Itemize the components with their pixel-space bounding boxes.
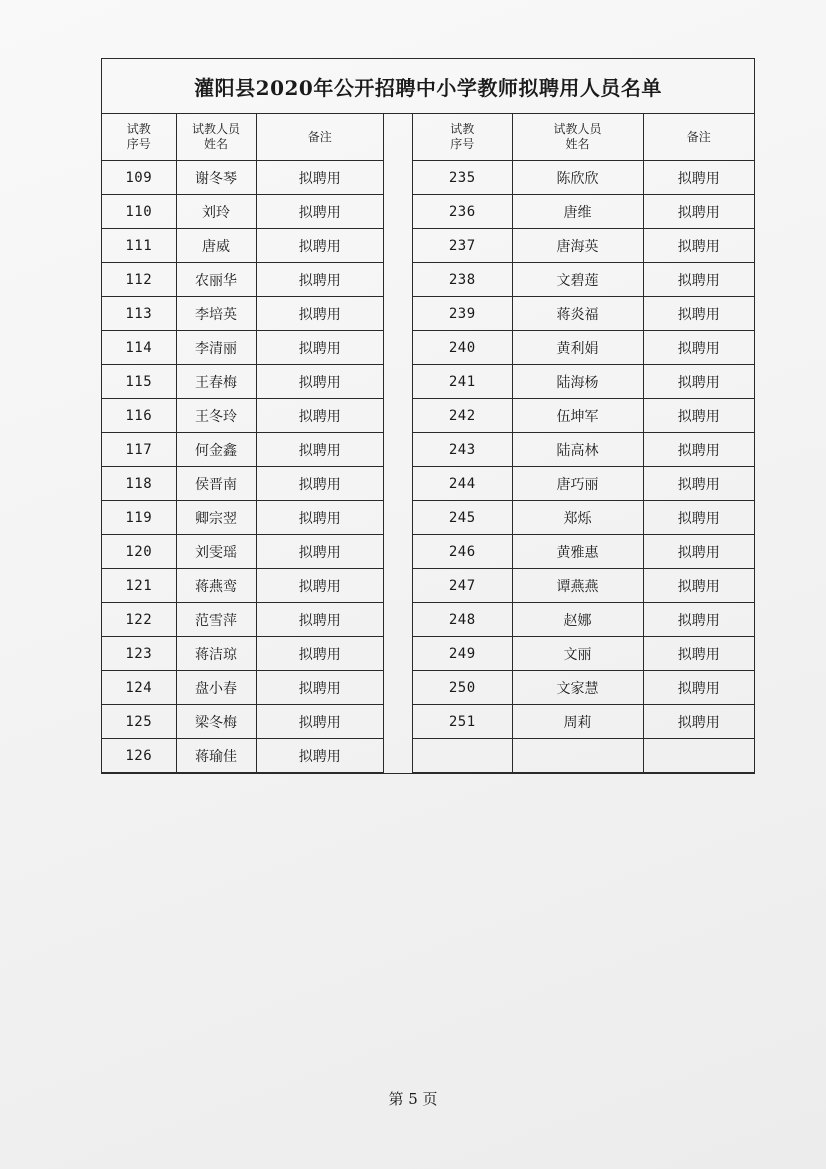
name-cell: 蒋燕鸾 xyxy=(176,569,256,603)
seq-cell: 110 xyxy=(102,195,176,229)
header-name xyxy=(512,114,643,161)
note-cell: 拟聘用 xyxy=(256,739,383,773)
table-row xyxy=(413,501,754,535)
seq-cell: 115 xyxy=(102,365,176,399)
note-cell: 拟聘用 xyxy=(643,229,754,263)
note-cell: 拟聘用 xyxy=(256,671,383,705)
name-cell: 陆海杨 xyxy=(512,365,643,399)
name-cell: 盘小春 xyxy=(176,671,256,705)
seq-cell: 238 xyxy=(413,263,512,297)
table-row xyxy=(413,331,754,365)
note-cell: 拟聘用 xyxy=(256,501,383,535)
note-cell: 拟聘用 xyxy=(256,263,383,297)
note-cell: 拟聘用 xyxy=(643,501,754,535)
page-number: 第 5 页 xyxy=(388,1090,438,1108)
name-cell: 陆高林 xyxy=(512,433,643,467)
note-cell: 拟聘用 xyxy=(256,399,383,433)
table-row xyxy=(102,467,383,501)
name-cell: 伍坤军 xyxy=(512,399,643,433)
header-seq xyxy=(102,114,176,161)
table-row xyxy=(413,637,754,671)
name-cell: 侯晋南 xyxy=(176,467,256,501)
table-row xyxy=(413,467,754,501)
seq-cell: 247 xyxy=(413,569,512,603)
seq-cell: 251 xyxy=(413,705,512,739)
note-cell: 拟聘用 xyxy=(643,569,754,603)
table-row xyxy=(102,399,383,433)
note-cell: 拟聘用 xyxy=(643,467,754,501)
name-cell: 谢冬琴 xyxy=(176,161,256,195)
header-row xyxy=(413,114,754,161)
seq-cell: 248 xyxy=(413,603,512,637)
name-cell: 蒋洁琼 xyxy=(176,637,256,671)
header-seq xyxy=(413,114,512,161)
name-cell: 刘雯瑶 xyxy=(176,535,256,569)
seq-cell: 113 xyxy=(102,297,176,331)
seq-cell: 242 xyxy=(413,399,512,433)
name-cell: 郑烁 xyxy=(512,501,643,535)
header-row xyxy=(102,114,383,161)
table-row xyxy=(413,365,754,399)
table-row xyxy=(413,297,754,331)
note-cell: 拟聘用 xyxy=(643,297,754,331)
seq-cell: 111 xyxy=(102,229,176,263)
seq-cell: 250 xyxy=(413,671,512,705)
note-cell: 拟聘用 xyxy=(256,569,383,603)
name-cell: 唐海英 xyxy=(512,229,643,263)
note-cell: 拟聘用 xyxy=(256,467,383,501)
header-seq-line1: 试教 xyxy=(126,122,151,136)
note-cell: 拟聘用 xyxy=(643,161,754,195)
seq-cell: 112 xyxy=(102,263,176,297)
header-note: 备注 xyxy=(256,114,383,161)
table-row xyxy=(102,161,383,195)
name-cell: 卿宗翌 xyxy=(176,501,256,535)
roster-table-left xyxy=(102,114,383,773)
table-row xyxy=(102,603,383,637)
table-row xyxy=(413,603,754,637)
table-row xyxy=(102,331,383,365)
table-row xyxy=(102,263,383,297)
document-title: 灌阳县2020年公开招聘中小学教师拟聘用人员名单 xyxy=(102,59,754,114)
name-cell: 谭燕燕 xyxy=(512,569,643,603)
note-cell: 拟聘用 xyxy=(643,603,754,637)
header-name-line2: 姓名 xyxy=(203,137,228,151)
name-cell: 王春梅 xyxy=(176,365,256,399)
header-seq-line2: 序号 xyxy=(126,137,151,151)
name-cell: 黄雅惠 xyxy=(512,535,643,569)
name-cell: 周莉 xyxy=(512,705,643,739)
name-cell: 王冬玲 xyxy=(176,399,256,433)
name-cell: 刘玲 xyxy=(176,195,256,229)
name-cell: 文丽 xyxy=(512,637,643,671)
table-row xyxy=(102,535,383,569)
table-row xyxy=(413,705,754,739)
table-row xyxy=(413,195,754,229)
seq-cell: 240 xyxy=(413,331,512,365)
table-row xyxy=(413,229,754,263)
note-cell: 拟聘用 xyxy=(256,637,383,671)
note-cell: 拟聘用 xyxy=(643,399,754,433)
seq-cell: 118 xyxy=(102,467,176,501)
header-name-line1: 试教人员 xyxy=(191,122,240,136)
seq-cell: 123 xyxy=(102,637,176,671)
header-name-line1: 试教人员 xyxy=(553,122,602,136)
name-cell: 农丽华 xyxy=(176,263,256,297)
seq-cell: 109 xyxy=(102,161,176,195)
table-row xyxy=(102,501,383,535)
roster-table-right xyxy=(413,114,754,773)
note-cell: 拟聘用 xyxy=(256,161,383,195)
note-cell: 拟聘用 xyxy=(256,603,383,637)
column-gap xyxy=(383,114,413,773)
seq-cell: 239 xyxy=(413,297,512,331)
seq-cell: 235 xyxy=(413,161,512,195)
note-cell xyxy=(643,739,754,773)
table-row xyxy=(102,671,383,705)
name-cell: 李培英 xyxy=(176,297,256,331)
seq-cell: 116 xyxy=(102,399,176,433)
note-cell: 拟聘用 xyxy=(643,195,754,229)
name-cell: 何金鑫 xyxy=(176,433,256,467)
seq-cell: 236 xyxy=(413,195,512,229)
name-cell: 蒋炎福 xyxy=(512,297,643,331)
table-row xyxy=(102,739,383,773)
table-row xyxy=(102,569,383,603)
name-cell: 文碧莲 xyxy=(512,263,643,297)
table-row xyxy=(102,195,383,229)
table-row xyxy=(413,739,754,773)
note-cell: 拟聘用 xyxy=(643,637,754,671)
seq-cell: 121 xyxy=(102,569,176,603)
seq-cell: 126 xyxy=(102,739,176,773)
table-row xyxy=(102,365,383,399)
note-cell: 拟聘用 xyxy=(643,705,754,739)
seq-cell xyxy=(413,739,512,773)
note-cell: 拟聘用 xyxy=(256,331,383,365)
table-row xyxy=(413,433,754,467)
seq-cell: 114 xyxy=(102,331,176,365)
table-row xyxy=(413,671,754,705)
seq-cell: 120 xyxy=(102,535,176,569)
note-cell: 拟聘用 xyxy=(643,671,754,705)
name-cell xyxy=(512,739,643,773)
header-name-line2: 姓名 xyxy=(565,137,590,151)
seq-cell: 124 xyxy=(102,671,176,705)
seq-cell: 245 xyxy=(413,501,512,535)
name-cell: 李清丽 xyxy=(176,331,256,365)
roster-sheet xyxy=(101,58,755,774)
table-row xyxy=(102,297,383,331)
seq-cell: 237 xyxy=(413,229,512,263)
table-row xyxy=(413,399,754,433)
table-row xyxy=(413,569,754,603)
seq-cell: 244 xyxy=(413,467,512,501)
note-cell: 拟聘用 xyxy=(256,297,383,331)
header-seq-line1: 试教 xyxy=(450,122,475,136)
name-cell: 唐威 xyxy=(176,229,256,263)
note-cell: 拟聘用 xyxy=(643,263,754,297)
note-cell: 拟聘用 xyxy=(256,229,383,263)
note-cell: 拟聘用 xyxy=(643,433,754,467)
table-row xyxy=(413,263,754,297)
table-row xyxy=(413,161,754,195)
table-row xyxy=(102,637,383,671)
seq-cell: 119 xyxy=(102,501,176,535)
note-cell: 拟聘用 xyxy=(256,433,383,467)
seq-cell: 243 xyxy=(413,433,512,467)
name-cell: 唐维 xyxy=(512,195,643,229)
note-cell: 拟聘用 xyxy=(256,535,383,569)
roster-tables xyxy=(102,114,754,773)
table-row xyxy=(102,705,383,739)
note-cell: 拟聘用 xyxy=(256,365,383,399)
seq-cell: 117 xyxy=(102,433,176,467)
seq-cell: 246 xyxy=(413,535,512,569)
table-row xyxy=(102,433,383,467)
seq-cell: 249 xyxy=(413,637,512,671)
table-row xyxy=(102,229,383,263)
note-cell: 拟聘用 xyxy=(643,365,754,399)
note-cell: 拟聘用 xyxy=(256,705,383,739)
name-cell: 蒋瑜佳 xyxy=(176,739,256,773)
name-cell: 陈欣欣 xyxy=(512,161,643,195)
note-cell: 拟聘用 xyxy=(643,535,754,569)
header-seq-line2: 序号 xyxy=(450,137,475,151)
note-cell: 拟聘用 xyxy=(256,195,383,229)
name-cell: 黄利娟 xyxy=(512,331,643,365)
name-cell: 文家慧 xyxy=(512,671,643,705)
name-cell: 范雪萍 xyxy=(176,603,256,637)
name-cell: 梁冬梅 xyxy=(176,705,256,739)
seq-cell: 122 xyxy=(102,603,176,637)
header-note: 备注 xyxy=(643,114,754,161)
note-cell: 拟聘用 xyxy=(643,331,754,365)
name-cell: 赵娜 xyxy=(512,603,643,637)
header-name xyxy=(176,114,256,161)
seq-cell: 241 xyxy=(413,365,512,399)
seq-cell: 125 xyxy=(102,705,176,739)
table-row xyxy=(413,535,754,569)
name-cell: 唐巧丽 xyxy=(512,467,643,501)
